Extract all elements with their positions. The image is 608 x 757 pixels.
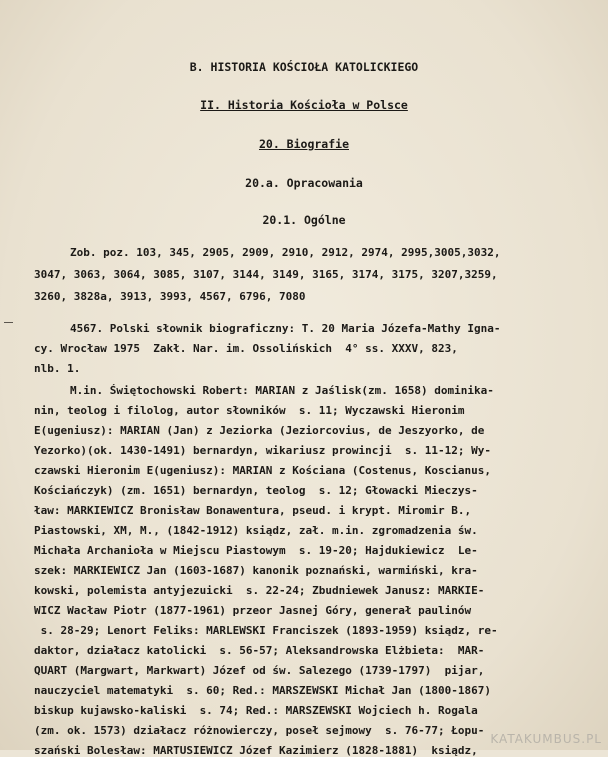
- heading-part: B. HISTORIA KOŚCIOŁA KATOLICKIEGO: [189, 60, 419, 74]
- entry-line: nauczyciel matematyki s. 60; Red.: MARSZEWSKI Michał Jan (1800-1867): [34, 684, 491, 697]
- entry-line: daktor, działacz katolicki s. 56-57; Aleksandrowska Elżbieta: MAR-: [34, 644, 485, 657]
- margin-mark: [4, 322, 13, 323]
- entry-line: s. 28-29; Lenort Feliks: MARLEWSKI Franciszek (1893-1959) ksiądz, re-: [34, 624, 498, 637]
- entry-line: E(ugeniusz): MARIAN (Jan) z Jeziorka (Jeziorcovius, de Jeszyorko, de: [34, 424, 485, 437]
- entry-line: nlb. 1.: [34, 362, 81, 375]
- entry-line: biskup kujawsko-kaliski s. 74; Red.: MARSZEWSKI Wojciech h. Rogala: [34, 704, 478, 717]
- entry-line: Yezorko)(ok. 1430-1491) bernardyn, wikariusz prowincji s. 11-12; Wy-: [34, 444, 491, 457]
- entry-line: Piastowski, XM, M., (1842-1912) ksiądz, zał. m.in. zgromadzenia św.: [34, 524, 478, 537]
- entry-line: QUART (Margwart, Markwart) Józef od św. Salezego (1739-1797) pijar,: [34, 664, 485, 677]
- entry-line: cy. Wrocław 1975 Zakł. Nar. im. Ossolińskich 4° ss. XXXV, 823,: [34, 342, 458, 355]
- entry-line: (zm. ok. 1573) działacz różnowierczy, poseł sejmowy s. 76-77; Łopu-: [34, 724, 485, 737]
- reference-line: Zob. poz. 103, 345, 2905, 2909, 2910, 2912, 2974, 2995,3005,3032,: [70, 246, 501, 259]
- entry-line: M.in. Świętochowski Robert: MARIAN z Jaślisk(zm. 1658) dominika-: [70, 384, 494, 397]
- entry-line: ław: MARKIEWICZ Bronisław Bonawentura, pseud. i krypt. Miromir B.,: [34, 504, 472, 517]
- entry-line: Kościańczyk) (zm. 1651) bernardyn, teolog s. 12; Głowacki Mieczys-: [34, 484, 478, 497]
- watermark: KATAKUMBUS.PL: [490, 732, 602, 746]
- entry-line: nin, teolog i filolog, autor słowników s. 11; Wyczawski Hieronim: [34, 404, 465, 417]
- entry-line: WICZ Wacław Piotr (1877-1961) przeor Jasnej Góry, generał paulinów: [34, 604, 472, 617]
- entry-line: szański Bolesław: MARTUSIEWICZ Józef Kazimierz (1828-1881) ksiądz,: [34, 744, 478, 757]
- heading-chapter: II. Historia Kościoła w Polsce: [200, 98, 408, 112]
- heading-section: 20. Biografie: [258, 137, 349, 151]
- reference-line: 3047, 3063, 3064, 3085, 3107, 3144, 3149, 3165, 3174, 3175, 3207,3259,: [34, 268, 498, 281]
- entry-line: kowski, polemista antyjezuicki s. 22-24; Zbudniewek Janusz: MARKIE-: [34, 584, 485, 597]
- reference-line: 3260, 3828a, 3913, 3993, 4567, 6796, 7080: [34, 290, 306, 303]
- entry-line: 4567. Polski słownik biograficzny: T. 20 Maria Józefa-Mathy Igna-: [70, 322, 501, 335]
- entry-line: szek: MARKIEWICZ Jan (1603-1687) kanonik poznański, warmiński, kra-: [34, 564, 478, 577]
- entry-line: czawski Hieronim E(ugeniusz): MARIAN z Kościana (Costenus, Koscianus,: [34, 464, 491, 477]
- entry-line: Michała Archanioła w Miejscu Piastowym s. 19-20; Hajdukiewicz Le-: [34, 544, 478, 557]
- heading-subsection: 20.a. Opracowania: [245, 176, 363, 190]
- heading-general: 20.1. Ogólne: [262, 213, 346, 227]
